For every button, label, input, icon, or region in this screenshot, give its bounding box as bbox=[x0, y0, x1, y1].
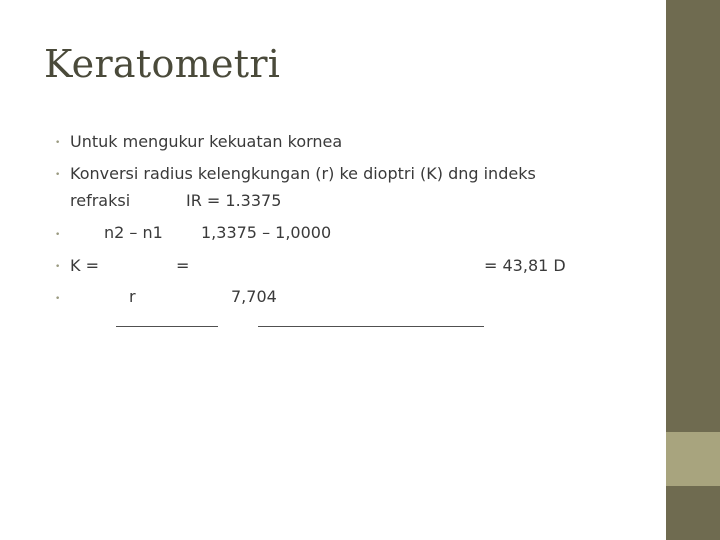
value-numerator: 1,3375 – 1,0000 bbox=[201, 223, 332, 242]
bullet-text-2-line2a: refraksi bbox=[70, 191, 131, 210]
k-label: K = bbox=[70, 256, 99, 275]
side-accent-block bbox=[666, 432, 720, 486]
bullet-text-2-line2b: IR = 1.3375 bbox=[186, 191, 282, 210]
fraction-bar-values bbox=[258, 326, 484, 327]
formula-denominator: r bbox=[129, 287, 136, 306]
fraction-bar-formula bbox=[116, 326, 218, 327]
value-denominator: 7,704 bbox=[231, 287, 277, 306]
bullet-marker: • bbox=[55, 230, 61, 240]
bullet-text-1: Untuk mengukur kekuatan kornea bbox=[70, 132, 343, 151]
bullet-marker: • bbox=[55, 170, 61, 180]
bullet-marker: • bbox=[55, 138, 61, 148]
bullet-text-2-line1: Konversi radius kelengkungan (r) ke dioptri (K) dng indeks bbox=[70, 164, 536, 183]
result-value: = 43,81 D bbox=[484, 256, 566, 275]
bullet-marker: • bbox=[55, 294, 61, 304]
formula-numerator: n2 – n1 bbox=[104, 223, 163, 242]
slide-title: Keratometri bbox=[44, 42, 281, 86]
bullet-marker: • bbox=[55, 262, 61, 272]
equals-sign: = bbox=[176, 256, 190, 275]
